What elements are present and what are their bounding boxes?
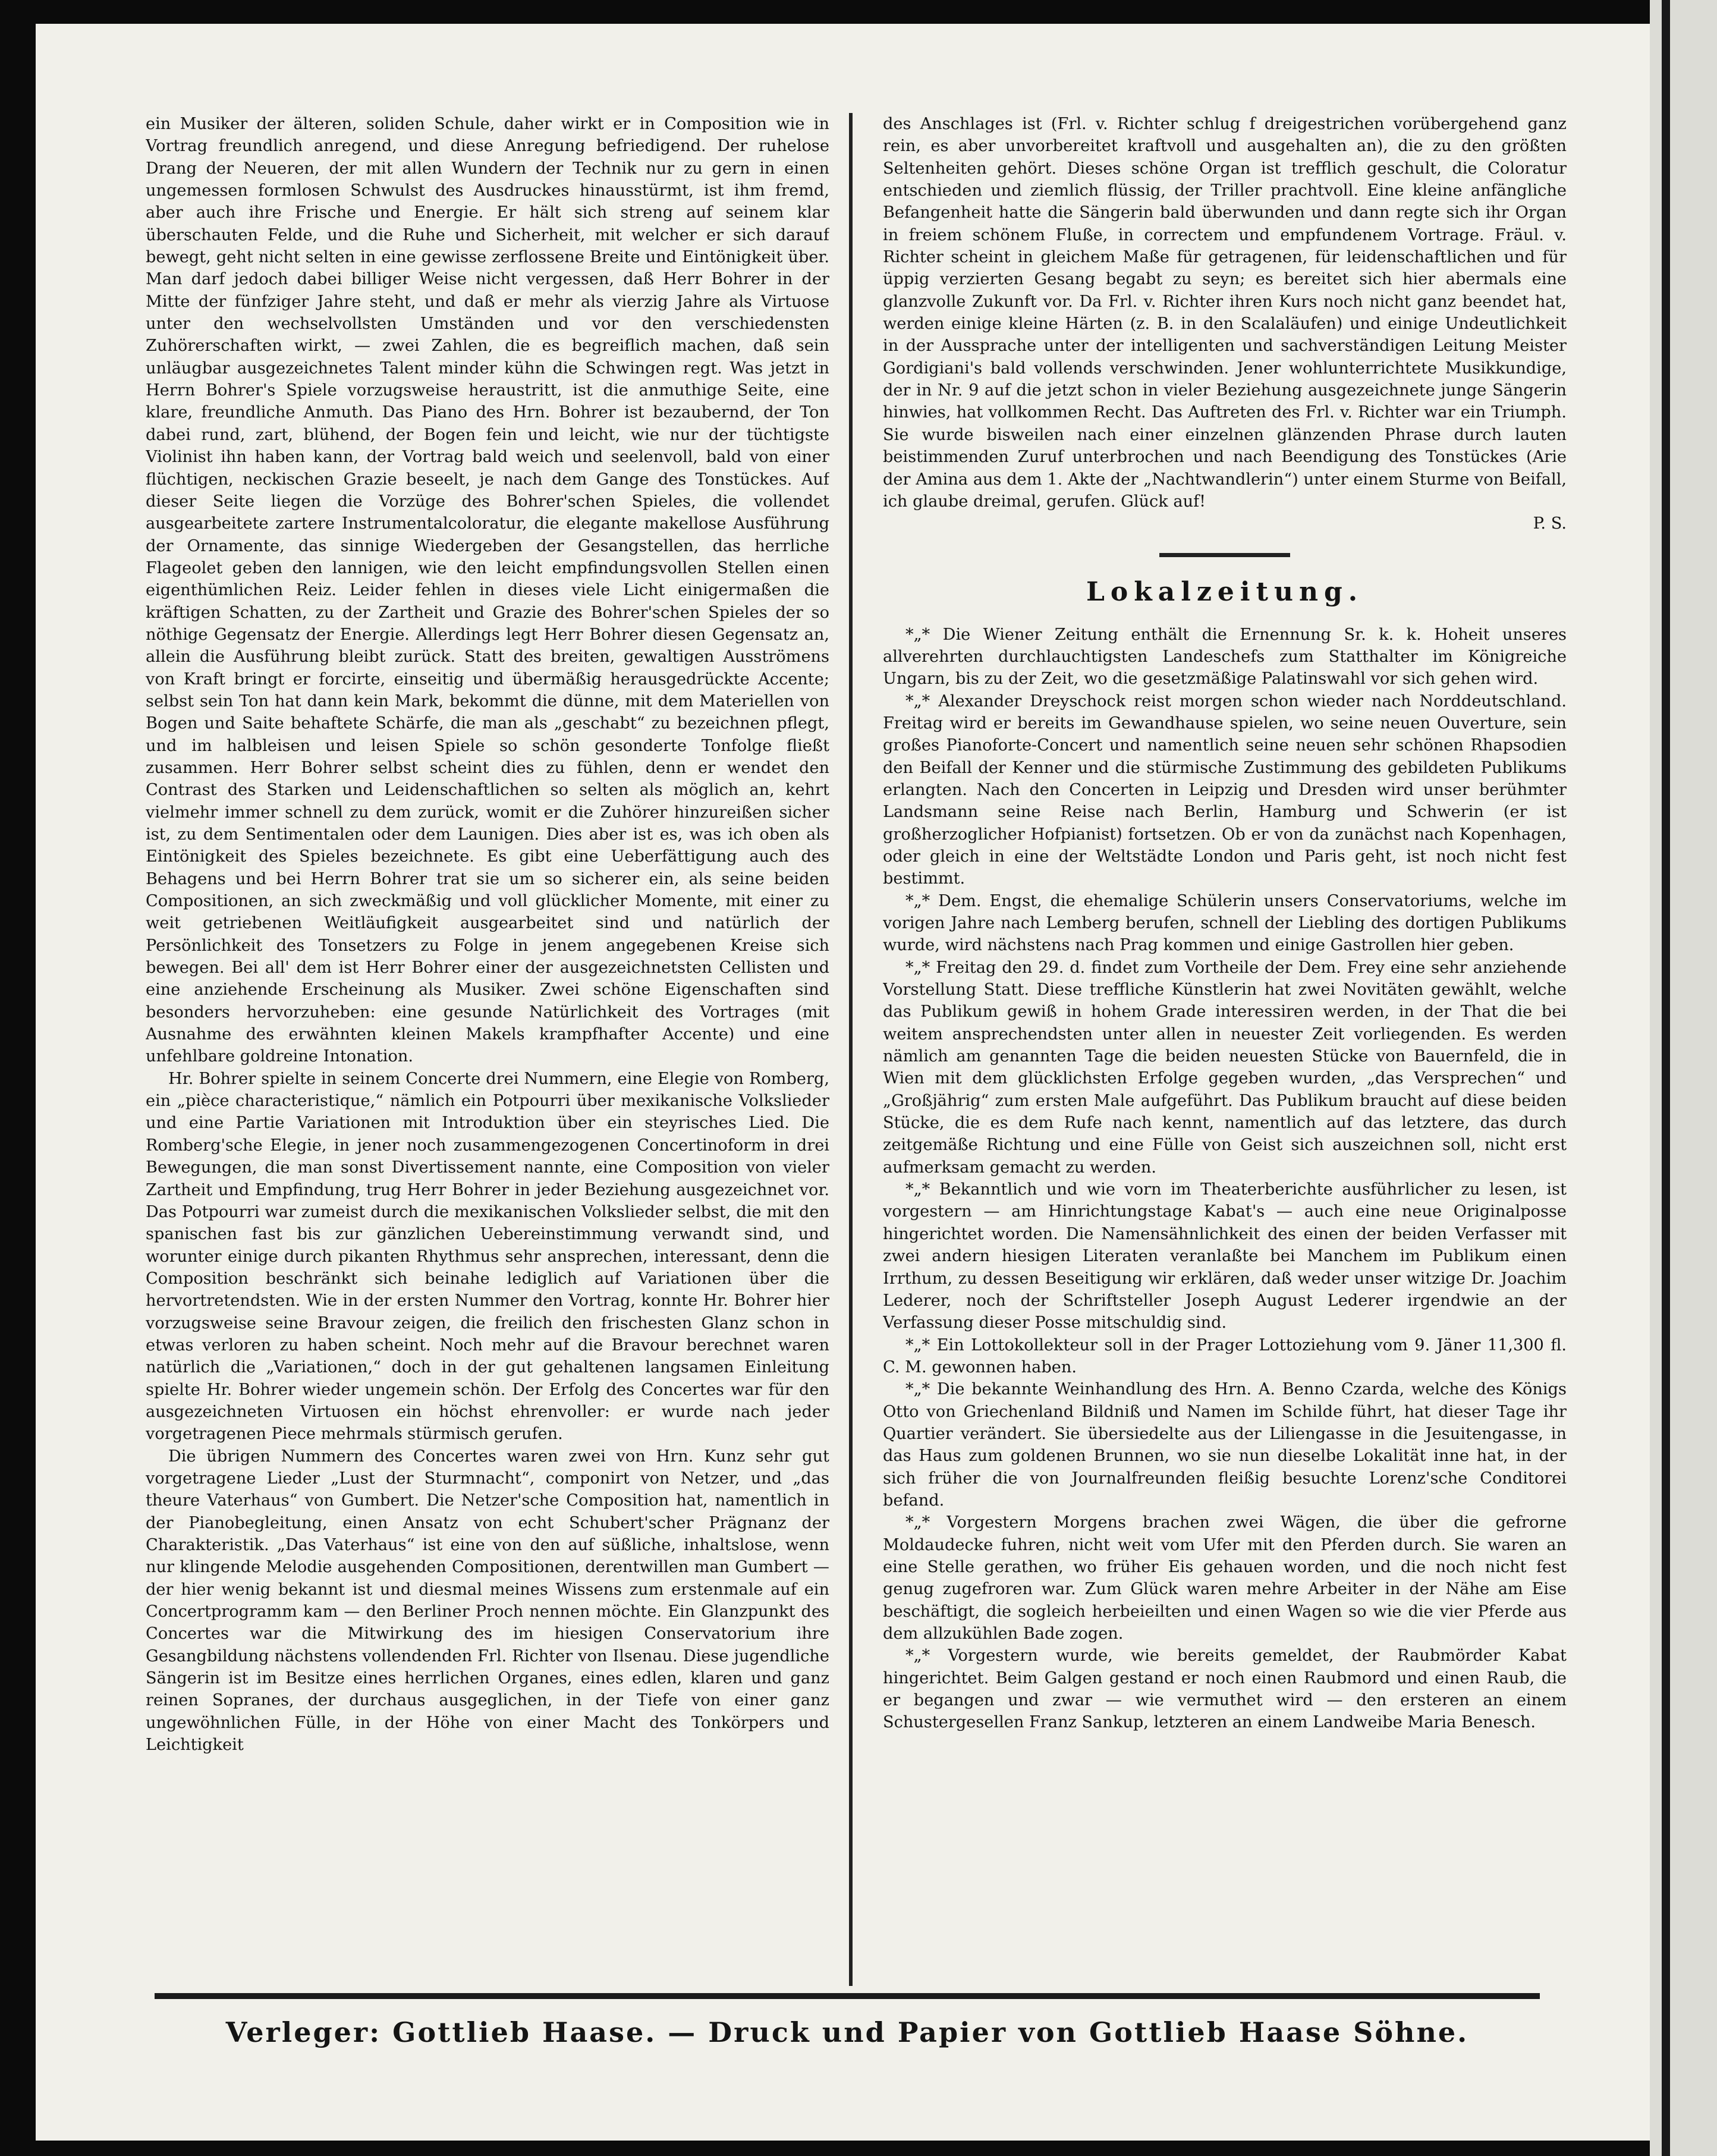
news-item: *„* Freitag den 29. d. findet zum Vortheile der Dem. Frey eine sehr anziehende Vorstellung Statt. Diese treffliche Künstlerin hat zwei Novitäten gewählt, welche das Publikum gewiß in hohem Grade interessiren werden, in der That die bei weitem ansprechendsten unter allen in neuester Zeit vorliegenden. Es werden nämlich am genannten Tage die beiden neuesten Stücke von Bauernfeld, die in Wien mit dem glücklichsten Erfolge gegeben wurden, „das Versprechen“ und „Großjährig“ zum ersten Male aufgeführt. Das Publikum braucht auf diese beiden Stücke, die es dem Rufe nach kennt, namentlich auf das letztere, das durch zeitgemäße Richtung und eine Fülle von Geist sich auszeichnen soll, nicht erst aufmerksam gemacht zu werden. xyxy=(883,958,1567,1177)
scan-edge-line xyxy=(1662,0,1670,2156)
article-paragraph: des Anschlages ist (Frl. v. Richter schlug f dreigestrichen vorübergehend ganz rein, es aber unvorbereitet kraftvoll und ausgehalten an), die zu den größten Seltenheiten gehört. Dieses schöne Organ ist trefflich geschult, die Coloratur entschieden und ziemlich flüssig, der Triller prachtvoll. Eine kleine anfängliche Befangenheit hatte die Sängerin bald überwunden und dann regte sich ihr Organ in freiem schönem Fluße, in correctem und empfundenem Vortrage. Fräul. v. Richter scheint in gleichem Maße für getragenen, für leidenschaftlichen und für üppig verzierten Gesang begabt zu seyn; es bereitet sich hier abermals eine glanzvolle Zukunft vor. Da Frl. v. Richter ihren Kurs noch nicht ganz beendet hat, werden einige kleine Härten (z. B. in den Scalaläufen) und einige Undeutlichkeit in der Aussprache unter der intelligenten und sachverständigen Leitung Meister Gordigiani's bald vollends verschwinden. Jener wohlunterrichtete Musikkundige, der in Nr. 9 auf die jetzt schon in vieler Beziehung ausgezeichnete junge Sängerin hinwies, hat vollkommen Recht. Das Auftreten des Frl. v. Richter war ein Triumph. Sie wurde bisweilen nach einer einzelnen glänzenden Phrase durch lauten beistimmenden Zuruf unterbrochen und nach Beendigung des Tonstückes (Arie der Amina aus dem 1. Akte der „Nachtwandlerin“) unter einem Sturme von Beifall, ich glaube dreimal, gerufen. Glück auf! xyxy=(883,115,1567,511)
news-item: *„* Die bekannte Weinhandlung des Hrn. A. Benno Czarda, welche des Königs Otto von Griechenland Bildniß und Namen im Schilde führt, hat dieser Tage ihr Quartier verändert. Sie übersiedelte aus der Liliengasse in die Jesuitengasse, in das Haus zum goldenen Brunnen, wo sie nun dieselbe Lokalität inne hat, in der sich früher die von Journalfreunden fleißig besuchte Lorenz'sche Conditorei befand. xyxy=(883,1380,1567,1510)
article-paragraph: Hr. Bohrer spielte in seinem Concerte drei Nummern, eine Elegie von Romberg, ein „pièce characteristique,“ nämlich ein Potpourri über mexikanische Volkslieder und eine Partie Variationen mit Introduktion über ein steyrisches Lied. Die Romberg'sche Elegie, in jener noch zusammengezogenen Concertinoform in drei Bewegungen, die man sonst Divertissement nannte, eine Composition von vieler Zartheit und Empfindung, trug Herr Bohrer in jeder Beziehung ausgezeichnet vor. Das Potpourri war zumeist durch die mexikanischen Volkslieder selbst, die mit den spanischen fast bis zur gänzlichen Uebereinstimmung verwandt sind, und worunter einige durch pikanten Rhythmus sehr ansprechen, interessant, denn die Composition beschränkt sich beinahe lediglich auf Variationen über die hervortretendsten. Wie in der ersten Nummer den Vortrag, konnte Hr. Bohrer hier vorzugsweise seine Bravour zeigen, die freilich den frischesten Glanz schon in etwas verloren zu haben scheint. Noch mehr auf die Bravour berechnet waren natürlich die „Variationen,“ doch in der gut gehaltenen langsamen Einleitung spielte Hr. Bohrer wieder ungemein schön. Der Erfolg des Concertes war für den ausgezeichneten Virtuosen ein höchst ehrenvoller: er wurde nach jeder vorgetragenen Piece mehrmals stürmisch gerufen. xyxy=(146,1069,829,1444)
column-divider xyxy=(849,113,853,1986)
footer-rule xyxy=(155,1993,1540,1999)
left-column xyxy=(146,113,829,2141)
article-paragraph: Die übrigen Nummern des Concertes waren zwei von Hrn. Kunz sehr gut vorgetragene Lieder „Lust der Sturmnacht“, componirt von Netzer, und „das theure Vaterhaus“ von Gumbert. Die Netzer'sche Composition hat, namentlich in der Pianobegleitung, einen Ansatz von echt Schubert'scher Prägnanz der Charakteristik. „Das Vaterhaus“ ist eine von den auf süßliche, inhaltslose, wenn nur klingende Melodie ausgehenden Compositionen, derentwillen man Gumbert — der hier wenig bekannt ist und diesmal meines Wissens zum erstenmale auf ein Concertprogramm kam — den Berliner Proch nennen möchte. Ein Glanzpunkt des Concertes war die Mitwirkung des im hiesigen Conservatorium ihre Gesangbildung nächstens vollendenden Frl. Richter von Ilsenau. Diese jugendliche Sängerin ist im Besitze eines herrlichen Organes, eines edlen, klaren und ganz reinen Sopranes, der durchaus ausgeglichen, in der Tiefe von einer ganz ungewöhnlichen Fülle, in der Höhe von einer Macht des Tonkörpers und Leichtigkeit xyxy=(146,1447,829,1755)
news-item: *„* Ein Lottokollekteur soll in der Prager Lottoziehung vom 9. Jäner 11,300 fl. C. M. gewonnen haben. xyxy=(883,1335,1567,1376)
news-item: *„* Alexander Dreyschock reist morgen schon wieder nach Norddeutschland. Freitag wird er bereits im Gewandhause spielen, wo seine neuen Ouverture, sein großes Pianoforte-Concert und namentlich seine neuen sehr schönen Rhapsodien den Beifall der Kenner und die stürmische Zustimmung des gebildeten Publikums erlangten. Nach den Concerten in Leipzig und Dresden wird unser berühmter Landsmann seine Reise nach Berlin, Hamburg und Schwerin (er ist großherzoglicher Hofpianist) fortsetzen. Ob er von da zunächst nach Kopenhagen, oder gleich in eine der Weltstädte London und Paris geht, ist noch nicht fest bestimmt. xyxy=(883,692,1567,888)
publisher-imprint: Verleger: Gottlieb Haase. — Druck und Papier von Gottlieb Haase Söhne. xyxy=(225,2016,1469,2048)
section-heading: Lokalzeitung. xyxy=(1086,576,1364,607)
news-item: *„* Vorgestern Morgens brachen zwei Wägen, die über die gefrorne Moldaudecke fuhren, nicht weit vom Ufer mit den Pferden durch. Sie waren an eine Stelle gerathen, wo früher Eis gehauen worden, und die noch nicht fest genug zugefroren war. Zum Glück waren mehre Arbeiter in der Nähe am Eise beschäftigt, die sogleich herbeieilten und einen Wagen so wie die vier Pferde aus dem allzukühlen Bade zogen. xyxy=(883,1513,1567,1643)
news-item: *„* Vorgestern wurde, wie bereits gemeldet, der Raubmörder Kabat hingerichtet. Beim Galgen gestand er noch einen Raubmord und einen Raub, die er begangen und zwar — wie vermuthet wird — den ersteren an einem Schustergesellen Franz Sankup, letzteren an einem Landweibe Maria Benesch. xyxy=(883,1646,1567,1732)
section-separator xyxy=(1159,553,1290,557)
news-item: *„* Die Wiener Zeitung enthält die Ernennung Sr. k. k. Hoheit unseres allverehrten durchlauchtigsten Landeschefs zum Statthalter im Königreiche Ungarn, bis zu der Zeit, wo die gesetzmäßige Palatinswahl vor sich gehen wird. xyxy=(883,625,1567,689)
article-paragraph: ein Musiker der älteren, soliden Schule, daher wirkt er in Composition wie in Vortrag freundlich anregend, und diese Anregung befriedigend. Der ruhelose Drang der Neueren, der mit allen Wundern der Technik nur zu gern in einen ungemessen formlosen Schwulst des Ausdruckes hinausstürmt, ist ihm fremd, aber auch ihre Frische und Energie. Er hält sich streng auf seinem klar überschauten Felde, und die Ruhe und Sicherheit, mit welcher er sich darauf bewegt, geht nicht selten in eine gewisse zerflossene Breite und Eintönigkeit über. Man darf jedoch dabei billiger Weise nicht vergessen, daß Herr Bohrer in der Mitte der fünfziger Jahre steht, und daß er mehr als vierzig Jahre als Virtuose unter den wechselvollsten Umständen und vor den verschiedensten Zuhörerschaften wirkt, — zwei Zahlen, die es begreiflich machen, daß sein unläugbar ausgezeichnetes Talent minder kühn die Schwingen regt. Was jetzt in Herrn Bohrer's Spiele vorzugsweise heraustritt, ist die anmuthige Seite, eine klare, freundliche Anmuth. Das Piano des Hrn. Bohrer ist bezaubernd, der Ton dabei rund, zart, blühend, der Bogen fein und leicht, wie nur der tüchtigste Violinist ihn haben kann, der Vortrag bald weich und seelenvoll, bald von einer flüchtigen, neckischen Grazie beseelt, je nach dem Gange des Tonstückes. Auf dieser Seite liegen die Vorzüge des Bohrer'schen Spieles, die vollendet ausgearbeitete zartere Instrumentalcoloratur, die elegante makellose Ausführung der Ornamente, das sinnige Wiedergeben der Gesangstellen, das herrliche Flageolet geben den lannigen, wie den leicht empfindungsvollen Stellen einen eigenthümlichen Reiz. Leider fehlen in dieses viele Licht einigermaßen die kräftigen Schatten, zu der Zartheit und Grazie des Bohrer'schen Spieles der so nöthige Gegensatz der Energie. Allerdings legt Herr Bohrer diesen Gegensatz an, allein die Ausführung bleibt zurück. Statt des breiten, gewaltigen Ausströmens von Kraft bringt er forcirte, einseitig und übermäßig herausgedrückte Accente; selbst sein Ton hat dann kein Mark, bekommt die dünne, mit dem Materiellen von Bogen und Saite behaftete Schärfe, die man als „geschabt“ zu bezeichnen pflegt, und im halbleisen und leisen Spiele so schön gesonderte Tonfolge fließt zusammen. Herr Bohrer selbst scheint dies zu fühlen, denn er wendet den Contrast des Starken und Leidenschaftlichen so selten als möglich an, kehrt vielmehr immer schnell zu dem zurück, womit er die Zuhörer hinzureißen sicher ist, zu dem Sentimentalen oder dem Launigen. Dies aber ist es, was ich oben als Eintönigkeit des Spieles bezeichnete. Es gibt eine Ueberfättigung auch des Behagens und bei Herrn Bohrer trat sie um so sicherer ein, als seine beiden Compositionen, an sich zweckmäßig und voll glücklicher Momente, mit einer zu weit getriebenen Weitläufigkeit ausgearbeitet sind und natürlich der Persönlichkeit des Tonsetzers zu Folge in jenem angegebenen Kreise sich bewegen. Bei all' dem ist Herr Bohrer einer der ausgezeichnetsten Cellisten und eine anziehende Erscheinung als Musiker. Zwei schöne Eigenschaften sind besonders hervorzuheben: eine gesunde Natürlichkeit des Vortrages (mit Ausnahme des erwähnten kleinen Makels krampfhafter Accente) und eine unfehlbare goldreine Intonation. xyxy=(146,115,829,1066)
right-column xyxy=(883,113,1567,2141)
news-item: *„* Dem. Engst, die ehemalige Schülerin unsers Conservatoriums, welche im vorigen Jahre nach Lemberg berufen, schnell der Liebling des dortigen Publikums wurde, wird nächstens nach Prag kommen und einige Gastrollen hier geben. xyxy=(883,891,1567,955)
newspaper-page xyxy=(36,24,1650,2141)
scan-edge xyxy=(1650,0,1717,2156)
author-signature: P. S. xyxy=(1533,514,1567,533)
news-item: *„* Bekanntlich und wie vorn im Theaterberichte ausführlicher zu lesen, ist vorgestern — am Hinrichtungstage Kabat's — auch eine neue Originalposse hingerichtet worden. Die Namensähnlichkeit des einen der beiden Verfasser mit zwei andern hiesigen Literaten veranlaßte bei Manchem im Publikum einen Irrthum, zu dessen Beseitigung wir erklären, daß weder unser witzige Dr. Joachim Lederer, noch der Schriftsteller Joseph August Lederer irgendwie an der Verfassung dieser Posse mitschuldig sind. xyxy=(883,1180,1567,1332)
